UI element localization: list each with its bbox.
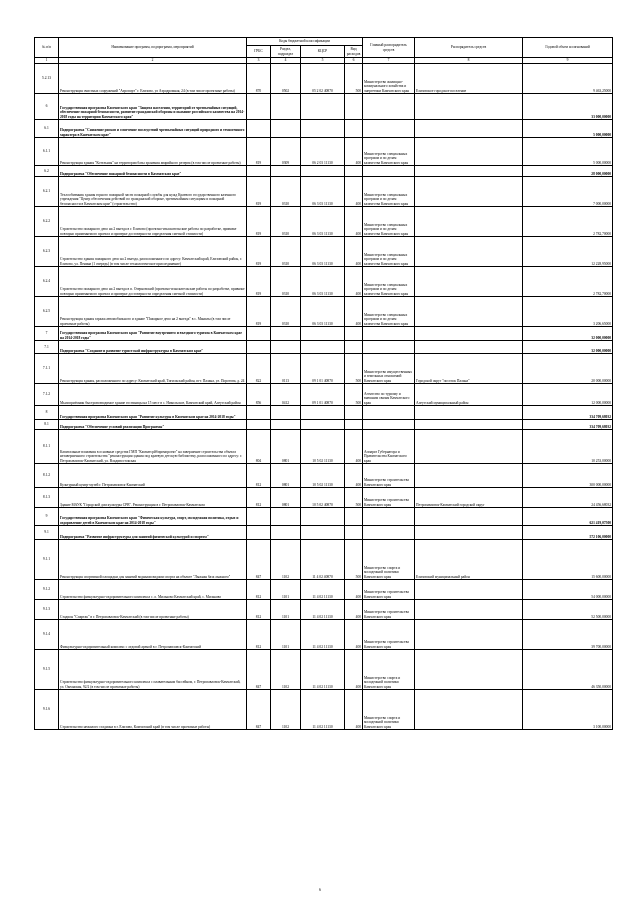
cell-vr: [345, 166, 363, 177]
cell-num: 8.1: [35, 420, 59, 430]
cell-grbs: 812: [247, 464, 271, 488]
cell-grbs: 812: [247, 488, 271, 508]
cell-recipient: [415, 94, 523, 120]
cell-grbs: 847: [247, 690, 271, 730]
cell-amount: 2 782,70000: [523, 207, 613, 237]
cell-rzpr: 0502: [271, 64, 301, 94]
page-number: 6: [319, 887, 321, 892]
header-codes-group: Коды бюджетной классификации: [247, 38, 363, 46]
cell-chief: Министерство имущественных и земельных отношений Камчатского края: [363, 354, 415, 384]
table-row: [35, 237, 613, 267]
cell-amount: 39 700,00000: [523, 620, 613, 650]
cell-kcsr: 06 3 03 11130: [301, 177, 345, 207]
cell-vr: [345, 420, 363, 430]
cell-num: 9.1.5: [35, 650, 59, 690]
cell-chief: [363, 508, 415, 526]
cell-rzpr: 0801: [271, 488, 301, 508]
cell-name: Государственная программа Камчатского края "Развитие культуры в Камчатском крае на 2014-2018 годы": [59, 406, 247, 420]
cell-rzpr: 0801: [271, 430, 301, 464]
cell-recipient: [415, 267, 523, 297]
cell-vr: [345, 406, 363, 420]
cell-chief: Министерство спорта и молодежной политики Камчатского края: [363, 540, 415, 580]
cell-kcsr: 06 3 03 11130: [301, 237, 345, 267]
cell-recipient: [415, 327, 523, 341]
cell-grbs: [247, 406, 271, 420]
cell-name: Реконструкция здания гаража автомобильного и здание "Пожарное депо на 2 выезда" в с. Манилы (в том числе проектные работы): [59, 297, 247, 327]
cell-grbs: 819: [247, 138, 271, 166]
col-number: 6: [345, 58, 363, 64]
cell-amount: 33 000,00000: [523, 94, 613, 120]
header-kcsr: КЦСР: [301, 46, 345, 58]
cell-name: Подпрограмма "Создание и развитие туристской инфраструктуры в Камчатском крае": [59, 341, 247, 354]
cell-chief: [363, 166, 415, 177]
cell-chief: [363, 526, 415, 540]
cell-amount: 334 709,68032: [523, 420, 613, 430]
cell-rzpr: 0801: [271, 464, 301, 488]
cell-grbs: 812: [247, 620, 271, 650]
cell-vr: 400: [345, 430, 363, 464]
cell-chief: Министерство жилищно-коммунального хозяйства и энергетики Камчатского края: [363, 64, 415, 94]
cell-grbs: 847: [247, 540, 271, 580]
cell-grbs: [247, 327, 271, 341]
cell-amount: 28 000,00000: [523, 166, 613, 177]
table-row: [35, 690, 613, 730]
table-row: [35, 508, 613, 526]
cell-amount: 12 000,00000: [523, 384, 613, 406]
cell-name: Строительство нежилого стадиона в г. Елизово, Камчатский край (в том числе проектные работы): [59, 690, 247, 730]
cell-grbs: 819: [247, 177, 271, 207]
table-row: [35, 384, 613, 406]
cell-rzpr: 1101: [271, 620, 301, 650]
cell-vr: 500: [345, 64, 363, 94]
table-row: [35, 267, 613, 297]
cell-name: Реконструкция здания "Котельная" на территории базы хранения аварийного резерва (в том числе проектные работы): [59, 138, 247, 166]
cell-chief: [363, 341, 415, 354]
cell-num: 6.2.3: [35, 237, 59, 267]
cell-kcsr: 11 4 02 11130: [301, 620, 345, 650]
cell-num: 5.2.13: [35, 64, 59, 94]
cell-kcsr: [301, 420, 345, 430]
cell-chief: [363, 120, 415, 138]
cell-chief: Министерство специальных программ и по делам казачества Камчатского края: [363, 138, 415, 166]
header-vr: Вид расходов: [345, 46, 363, 58]
cell-chief: Министерство специальных программ и по делам казачества Камчатского края: [363, 237, 415, 267]
table-body: [35, 64, 613, 730]
cell-recipient: Елизовское городское поселение: [415, 64, 523, 94]
cell-amount: 32 000,00000: [523, 341, 613, 354]
cell-rzpr: [271, 420, 301, 430]
cell-name: Строительство пожарного депо на 2 выезда в п. Озерновский (проектно-изыскательские работы по разработке, привязке повторно применяемого проекта и проверке достоверности определения сметной стоимости): [59, 267, 247, 297]
cell-amount: 3 206,65000: [523, 297, 613, 327]
cell-kcsr: 10 5 02 11130: [301, 430, 345, 464]
cell-vr: 400: [345, 620, 363, 650]
col-number: 4: [271, 58, 301, 64]
cell-rzpr: 0310: [271, 237, 301, 267]
cell-rzpr: 0310: [271, 297, 301, 327]
cell-name: Государственная программа Камчатского края "Защита населения, территорий от чрезвычайных ситуаций, обеспечение пожарной безопасности, развитие гражданской обороны и оказание российского казачества на 2014-2018 годы на территории Камчатского края": [59, 94, 247, 120]
cell-chief: [363, 94, 415, 120]
cell-name: Стадион "Спартак" в г. Петропавловск-Камчатский (в том числе проектные работы): [59, 600, 247, 620]
table-row: [35, 526, 613, 540]
cell-amount: 15 600,00000: [523, 540, 613, 580]
cell-recipient: [415, 237, 523, 267]
cell-num: 6.2: [35, 166, 59, 177]
cell-rzpr: [271, 94, 301, 120]
cell-kcsr: [301, 526, 345, 540]
cell-amount: 2 782,70000: [523, 267, 613, 297]
cell-name: Реконструкция спортивной площадки для занятий водными видами спорта на объекте "Лыжная база лыжного": [59, 540, 247, 580]
cell-vr: 400: [345, 237, 363, 267]
cell-amount: 12 228,95000: [523, 237, 613, 267]
cell-kcsr: 06 3 03 11130: [301, 207, 345, 237]
table-row: [35, 580, 613, 600]
cell-amount: 300 000,00000: [523, 464, 613, 488]
cell-kcsr: [301, 166, 345, 177]
cell-chief: Аппарат Губернатора и Правительства Камчатского края: [363, 430, 415, 464]
cell-vr: 400: [345, 690, 363, 730]
cell-rzpr: [271, 526, 301, 540]
cell-vr: [345, 94, 363, 120]
table-row: [35, 420, 613, 430]
cell-rzpr: 1102: [271, 690, 301, 730]
cell-num: 9.1.6: [35, 690, 59, 730]
cell-recipient: [415, 620, 523, 650]
cell-name: Физкультурно-оздоровительный комплекс с ледовой ареной в г. Петропавловск-Камчатский: [59, 620, 247, 650]
cell-recipient: Алеутский муниципальный район: [415, 384, 523, 406]
cell-num: 7.1: [35, 341, 59, 354]
cell-grbs: 847: [247, 650, 271, 690]
cell-num: 9.1.2: [35, 580, 59, 600]
cell-grbs: 870: [247, 64, 271, 94]
cell-kcsr: 09 1 01 40870: [301, 354, 345, 384]
cell-num: 8.1.2: [35, 464, 59, 488]
cell-recipient: [415, 580, 523, 600]
table-row: [35, 94, 613, 120]
cell-num: 6.1: [35, 120, 59, 138]
cell-amount: 621 419,07500: [523, 508, 613, 526]
cell-vr: 400: [345, 138, 363, 166]
cell-vr: 400: [345, 207, 363, 237]
cell-recipient: [415, 120, 523, 138]
cell-recipient: Городской округ "поселок Палана": [415, 354, 523, 384]
cell-chief: Министерство спорта и молодежной политики Камчатского края: [363, 650, 415, 690]
cell-num: 9.1.1: [35, 540, 59, 580]
cell-recipient: [415, 341, 523, 354]
cell-vr: 400: [345, 267, 363, 297]
cell-grbs: [247, 508, 271, 526]
col-number: 5: [301, 58, 345, 64]
cell-amount: 46 350,00000: [523, 650, 613, 690]
cell-vr: 500: [345, 354, 363, 384]
cell-grbs: 822: [247, 354, 271, 384]
document-table-sheet: [34, 37, 612, 730]
cell-recipient: Елизовский муниципальный район: [415, 540, 523, 580]
cell-kcsr: 10 5 02 11130: [301, 464, 345, 488]
cell-chief: [363, 420, 415, 430]
cell-grbs: 819: [247, 237, 271, 267]
cell-grbs: 812: [247, 580, 271, 600]
cell-num: 7.1.1: [35, 354, 59, 384]
cell-grbs: 812: [247, 600, 271, 620]
cell-chief: [363, 327, 415, 341]
col-number: 3: [247, 58, 271, 64]
cell-rzpr: 1101: [271, 600, 301, 620]
cell-num: 9.1: [35, 526, 59, 540]
cell-chief: Министерство спорта и молодежной политики Камчатского края: [363, 690, 415, 730]
cell-name: Подпрограмма "Обеспечение условий реализации Программы": [59, 420, 247, 430]
cell-num: 6: [35, 94, 59, 120]
cell-kcsr: 11 4 02 11130: [301, 690, 345, 730]
cell-vr: 400: [345, 297, 363, 327]
cell-amount: 7 000,00000: [523, 177, 613, 207]
cell-kcsr: 06 3 03 11130: [301, 267, 345, 297]
cell-recipient: [415, 177, 523, 207]
cell-vr: 400: [345, 650, 363, 690]
cell-recipient: [415, 600, 523, 620]
cell-num: 8.1.1: [35, 430, 59, 464]
cell-rzpr: [271, 406, 301, 420]
cell-amount: 5 000,00000: [523, 138, 613, 166]
cell-num: 8.1.3: [35, 488, 59, 508]
cell-recipient: Петропавловск-Камчатский городской округ: [415, 488, 523, 508]
cell-amount: 20 000,00000: [523, 354, 613, 384]
cell-chief: [363, 406, 415, 420]
cell-name: Подпрограмма "Снижение рисков и смягчение последствий чрезвычайных ситуаций природного и техногенного характера в Камчатском крае": [59, 120, 247, 138]
table-row: [35, 120, 613, 138]
table-row: [35, 177, 613, 207]
cell-name: Здание МАУК "Городской дом культуры СРВ". Реконструкция в г. Петропавловск-Камчатском: [59, 488, 247, 508]
cell-rzpr: [271, 508, 301, 526]
cell-amount: 52 500,00000: [523, 600, 613, 620]
header-grbs: ГРБС: [247, 46, 271, 58]
cell-recipient: [415, 297, 523, 327]
cell-kcsr: 06 2 03 11130: [301, 138, 345, 166]
cell-name: Строительство здания пожарного депо на 2 выезда, расположенного по адресу: Камчатский край, Елизовский район, г. Елизово, ул. Пенина (1 очередь) (в том числе технологическое присоединение): [59, 237, 247, 267]
cell-name: Строительство физкультурно-оздоровительного комплекса с. о. Мильково Камчатский край, с. Мильково: [59, 580, 247, 600]
cell-name: Реконструкция очистных сооружений "Аэропорт" г. Елизово, ул Аэродромная, 24 (в том числе проектные работы): [59, 64, 247, 94]
cell-kcsr: 11 4 02 11130: [301, 600, 345, 620]
cell-grbs: [247, 94, 271, 120]
cell-recipient: [415, 138, 523, 166]
cell-rzpr: 0113: [271, 354, 301, 384]
col-number: 7: [363, 58, 415, 64]
cell-rzpr: 1101: [271, 580, 301, 600]
cell-recipient: [415, 508, 523, 526]
cell-num: 7.1.2: [35, 384, 59, 406]
col-number: 9: [523, 58, 613, 64]
table-row: [35, 207, 613, 237]
cell-kcsr: [301, 120, 345, 138]
cell-vr: 400: [345, 177, 363, 207]
table-row: [35, 297, 613, 327]
cell-num: 6.2.1: [35, 177, 59, 207]
cell-kcsr: 10 5 02 40870: [301, 488, 345, 508]
cell-name: Подпрограмма "Обеспечение пожарной безопасности в Камчатском крае": [59, 166, 247, 177]
header-chief: Главный распорядитель средств: [363, 38, 415, 58]
cell-vr: 400: [345, 580, 363, 600]
cell-vr: 400: [345, 600, 363, 620]
cell-rzpr: 0309: [271, 138, 301, 166]
cell-grbs: 804: [247, 430, 271, 464]
cell-rzpr: 1102: [271, 540, 301, 580]
cell-amount: 3 100,00000: [523, 690, 613, 730]
header-amount: Годовой объем ассигнований: [523, 38, 613, 58]
cell-chief: Министерство специальных программ и по делам казачества Камчатского края: [363, 177, 415, 207]
cell-recipient: [415, 526, 523, 540]
cell-vr: [345, 341, 363, 354]
cell-grbs: [247, 420, 271, 430]
header-num: № п/п: [35, 38, 59, 58]
cell-recipient: [415, 650, 523, 690]
table-row: [35, 64, 613, 94]
cell-chief: Министерство строительства Камчатского края: [363, 464, 415, 488]
cell-name: Строительство пожарного депо на 2 выезда в г. Елизово (проектно-изыскательские работы по разработке, привязке повторно применяемого проекта и проверке достоверности определения сметной стоимости): [59, 207, 247, 237]
cell-name: Мылоприёмник быстровозводимое здание гостиницы на 15 мест в с. Никольское, Камчатский край, Алеутский район: [59, 384, 247, 406]
table-row: [35, 464, 613, 488]
table-row: [35, 620, 613, 650]
cell-name: Подпрограмма "Развитие инфраструктуры для занятий физической культурой и спортом": [59, 526, 247, 540]
cell-grbs: [247, 120, 271, 138]
cell-recipient: [415, 406, 523, 420]
cell-chief: Агентство по туризму и внешним связям Камчатского края: [363, 384, 415, 406]
table-row: [35, 406, 613, 420]
cell-kcsr: 06 3 03 11130: [301, 297, 345, 327]
cell-grbs: 819: [247, 297, 271, 327]
cell-amount: 32 000,00000: [523, 327, 613, 341]
cell-recipient: [415, 464, 523, 488]
cell-chief: Министерство специальных программ и по делам казачества Камчатского края: [363, 207, 415, 237]
cell-rzpr: [271, 120, 301, 138]
cell-vr: [345, 327, 363, 341]
cell-kcsr: [301, 508, 345, 526]
cell-kcsr: 05 2 02 40870: [301, 64, 345, 94]
table-row: [35, 540, 613, 580]
cell-kcsr: 11 4 02 40870: [301, 540, 345, 580]
cell-name: Государственная программа Камчатского края "Развитие внутреннего и въездного туризма в Камчатском крае на 2014-2018 годы": [59, 327, 247, 341]
cell-kcsr: 09 1 01 40870: [301, 384, 345, 406]
cell-vr: [345, 508, 363, 526]
col-number: 1: [35, 58, 59, 64]
cell-num: 6.2.4: [35, 267, 59, 297]
cell-amount: 10 253,00000: [523, 430, 613, 464]
cell-grbs: 819: [247, 207, 271, 237]
cell-num: 9: [35, 508, 59, 526]
cell-num: 9.1.3: [35, 600, 59, 620]
cell-rzpr: 0310: [271, 267, 301, 297]
cell-vr: 400: [345, 464, 363, 488]
cell-amount: 24 456,68032: [523, 488, 613, 508]
cell-kcsr: [301, 94, 345, 120]
cell-chief: Министерство строительства Камчатского края: [363, 600, 415, 620]
cell-amount: 5 000,00000: [523, 120, 613, 138]
cell-name: Культурный центр-музей г. Петропавловск-Камчатский: [59, 464, 247, 488]
table-row: [35, 430, 613, 464]
cell-recipient: [415, 430, 523, 464]
cell-name: Капитальные вложения в основные средства ГМП "Камчатсрйбпромпроект" на завершение строительства объекта незавершенного строительства "реконструкция здания под краевую детскую библиотеку, расположенного по адресу: г. Петропавловск-Камчатский, ул. Владивостокская: [59, 430, 247, 464]
cell-num: 6.2.5: [35, 297, 59, 327]
cell-vr: 500: [345, 488, 363, 508]
cell-rzpr: 0310: [271, 177, 301, 207]
cell-name: Техлообменник здания горного пожарной части пожарной службы для нужд Краевого государственного казенного учреждения "Центр обеспечения действий по гражданской обороне, чрезвычайным ситуациям и пожарной безопасности в Камчатском крае" (строительство): [59, 177, 247, 207]
cell-rzpr: [271, 341, 301, 354]
cell-rzpr: [271, 327, 301, 341]
cell-chief: Министерство строительства Камчатского края: [363, 488, 415, 508]
table-row: [35, 327, 613, 341]
col-number: 2: [59, 58, 247, 64]
cell-kcsr: [301, 406, 345, 420]
cell-amount: 334 709,68032: [523, 406, 613, 420]
table-row: [35, 600, 613, 620]
table-row: [35, 488, 613, 508]
cell-rzpr: [271, 166, 301, 177]
cell-rzpr: 0412: [271, 384, 301, 406]
cell-amount: 54 000,00000: [523, 580, 613, 600]
cell-grbs: [247, 341, 271, 354]
cell-recipient: [415, 166, 523, 177]
table-row: [35, 650, 613, 690]
cell-vr: [345, 120, 363, 138]
cell-num: 7: [35, 327, 59, 341]
cell-chief: Министерство специальных программ и по делам казачества Камчатского края: [363, 267, 415, 297]
header-name: Наименование программ, подпрограмм, мероприятий: [59, 38, 247, 58]
budget-table: [34, 37, 613, 730]
cell-rzpr: 1102: [271, 650, 301, 690]
cell-grbs: [247, 166, 271, 177]
cell-num: 6.2.2: [35, 207, 59, 237]
cell-kcsr: 11 4 02 11130: [301, 580, 345, 600]
cell-vr: 500: [345, 384, 363, 406]
cell-recipient: [415, 207, 523, 237]
header-recipient: Распорядитель средств: [415, 38, 523, 58]
cell-rzpr: 0310: [271, 207, 301, 237]
header-rzpr: Раздел, подраздел: [271, 46, 301, 58]
table-row: [35, 341, 613, 354]
cell-amount: 572 106,00000: [523, 526, 613, 540]
cell-amount: 9 463,25000: [523, 64, 613, 94]
cell-grbs: 819: [247, 267, 271, 297]
cell-vr: 500: [345, 540, 363, 580]
cell-grbs: 856: [247, 384, 271, 406]
cell-recipient: [415, 690, 523, 730]
table-row: [35, 354, 613, 384]
cell-name: Государственная программа Камчатского края "Физическая культура, спорт, молодежная политика, отдых и оздоровление детей в Камчатском крае на 2014-2018 годы": [59, 508, 247, 526]
cell-num: 6.1.1: [35, 138, 59, 166]
cell-kcsr: [301, 327, 345, 341]
cell-vr: [345, 526, 363, 540]
cell-name: Реконструкция здания, расположенного по адресу: Камчатский край, Тигильский район, пгт. Палана, ул. Поротова, д. 24: [59, 354, 247, 384]
cell-name: Строительство физкультурно-оздоровительного комплекса с плавательным бассейном, г. Петропавловск-Камчатский, ул. Океанская, 92/2 (в том числе проектные работы): [59, 650, 247, 690]
table-row: [35, 166, 613, 177]
cell-num: 9.1.4: [35, 620, 59, 650]
cell-kcsr: 11 4 02 11130: [301, 650, 345, 690]
cell-recipient: [415, 420, 523, 430]
cell-num: 8: [35, 406, 59, 420]
cell-chief: Министерство специальных программ и по делам казачества Камчатского края: [363, 297, 415, 327]
col-number: 8: [415, 58, 523, 64]
table-row: [35, 138, 613, 166]
cell-kcsr: [301, 341, 345, 354]
cell-grbs: [247, 526, 271, 540]
cell-chief: Министерство строительства Камчатского края: [363, 580, 415, 600]
cell-chief: Министерство строительства Камчатского края: [363, 620, 415, 650]
